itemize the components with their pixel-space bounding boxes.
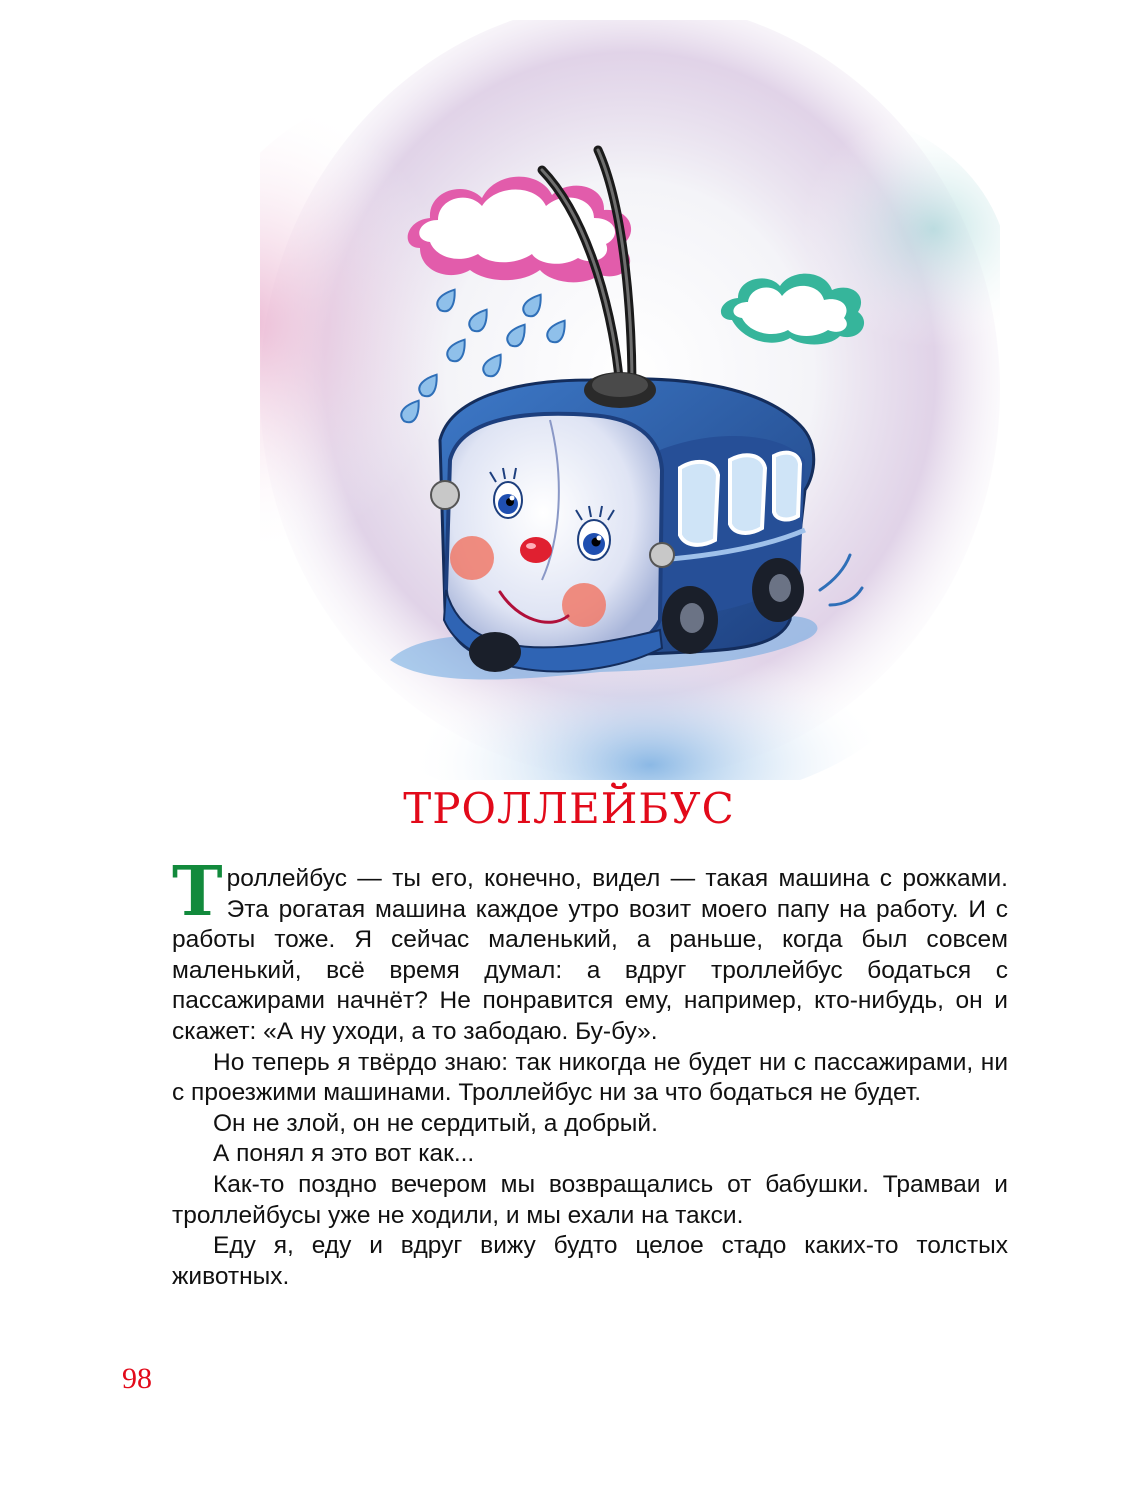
page-number: 98 [122, 1362, 152, 1395]
story-paragraph: Как-то поздно вечером мы возвращались от бабушки. Трамваи и троллейбусы уже не ходили, и мы ехали на такси. [172, 1170, 1008, 1229]
story-paragraph [172, 852, 1008, 1048]
story-paragraph: А понял я это вот как... [213, 1140, 475, 1168]
story-text [172, 852, 1008, 1292]
story-paragraph-text: роллейбус — ты его, конечно, видел — такая машина с рожками. Эта рогатая машина каждое утро возит моего папу на работу. И с работы тоже. Я сейчас маленький, а раньше, когда был совсем маленький, всё время думал: а вдруг троллейбус бодаться с пассажирами начнёт? Не понравится ему, например, кто-нибудь, он и скажет: «А ну уходи, а то забодаю. Бу-бу». [172, 865, 1008, 1045]
drop-cap: Т [172, 852, 223, 932]
story-paragraph: Еду я, еду и вдруг вижу будто целое стадо каких-то толстых животных. [172, 1232, 1008, 1290]
story-paragraph: Он не злой, он не сердитый, а добрый. [213, 1109, 658, 1137]
story-title: ТРОЛЛЕЙБУС [403, 784, 735, 833]
trolleybus-illustration [260, 20, 1000, 780]
story-paragraph: Но теперь я твёрдо знаю: так никогда не будет ни с пассажирами, ни с проезжими машинами. Троллейбус ни за что бодаться не будет. [172, 1048, 1008, 1107]
